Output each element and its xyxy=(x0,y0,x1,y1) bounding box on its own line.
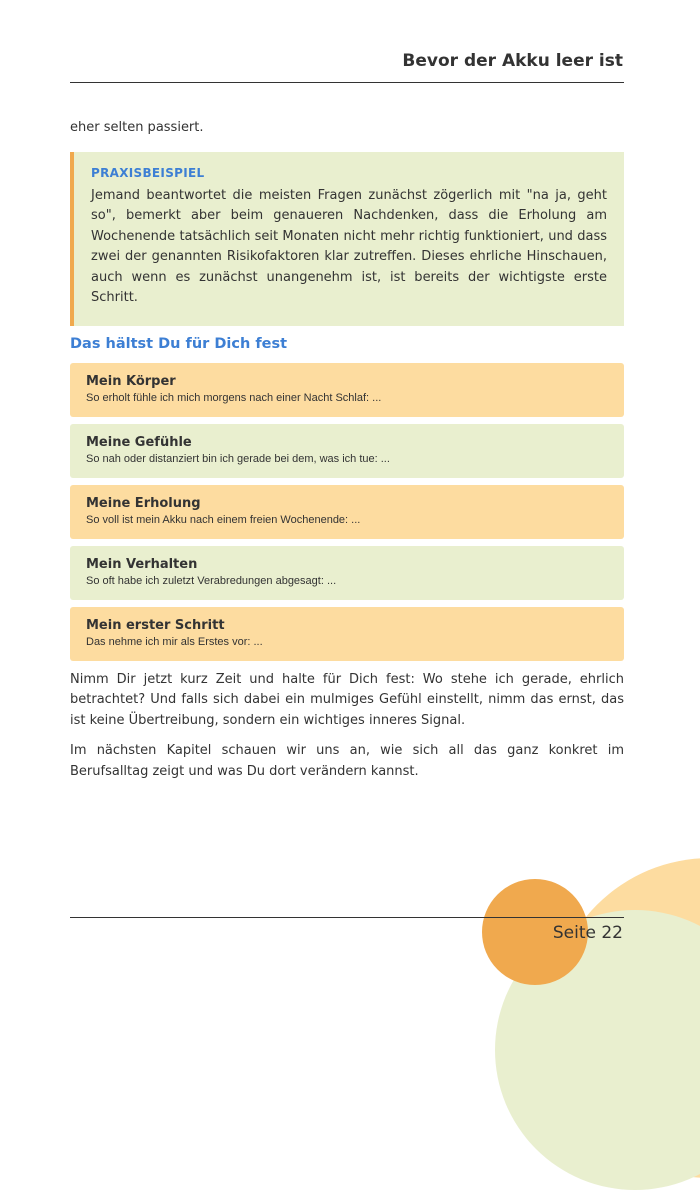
card-prompt: So nah oder distanziert bin ich gerade bei dem, was ich tue: ... xyxy=(86,452,390,465)
footer-divider xyxy=(70,917,624,918)
card-title: Mein Verhalten xyxy=(86,556,198,572)
reflection-card-body xyxy=(70,363,624,417)
card-title: Meine Erholung xyxy=(86,495,201,511)
card-prompt: So voll ist mein Akku nach einem freien Wochenende: ... xyxy=(86,513,361,526)
reflection-card-first-step xyxy=(70,607,624,661)
reflection-card-recovery xyxy=(70,485,624,539)
card-prompt: So erholt fühle ich mich morgens nach einer Nacht Schlaf: ... xyxy=(86,391,382,404)
next-chapter-paragraph: Im nächsten Kapitel schauen wir uns an, wie sich all das ganz konkret im Berufsalltag zeigt und was Du dort verändern kannst. xyxy=(70,743,624,779)
card-prompt: So oft habe ich zuletzt Verabredungen abgesagt: ... xyxy=(86,574,337,587)
reflection-card-behavior xyxy=(70,546,624,600)
running-header-title: Bevor der Akku leer ist xyxy=(402,51,623,71)
example-callout xyxy=(70,152,624,326)
page-content xyxy=(70,118,624,782)
closing-paragraph: Nimm Dir jetzt kurz Zeit und halte für Dich fest: Wo stehe ich gerade, ehrlich betrachtet? Und falls sich dabei ein mulmiges Gefühl einstellt, nimm das ernst, das ist keine Übertreibung, sondern ein wichtiges inneres Signal. xyxy=(70,671,624,728)
callout-label: PRAXISBEISPIEL xyxy=(91,165,205,180)
reflection-card-feelings xyxy=(70,424,624,478)
card-title: Mein Körper xyxy=(86,373,176,389)
card-title: Mein erster Schritt xyxy=(86,617,225,633)
section-heading: Das hältst Du für Dich fest xyxy=(70,335,288,352)
card-title: Meine Gefühle xyxy=(86,434,192,450)
callout-text: Jemand beantwortet die meisten Fragen zunächst zögerlich mit "na ja, geht so", bemerkt aber beim genaueren Nachdenken, dass die Erholung am Wochenende tatsächlich seit Monaten nicht mehr richtig funktioniert, und dass zwei der genannten Risikofaktoren klar zutreffen. Dieses ehrliche Hinschauen, auch wenn es zunächst unangenehm ist, ist bereits der wichtigste erste Schritt. xyxy=(91,187,607,305)
header-divider xyxy=(70,82,624,83)
page-number: Seite 22 xyxy=(552,923,623,943)
card-prompt: Das nehme ich mir als Erstes vor: ... xyxy=(86,635,263,648)
intro-paragraph: eher selten passiert. xyxy=(70,120,204,135)
